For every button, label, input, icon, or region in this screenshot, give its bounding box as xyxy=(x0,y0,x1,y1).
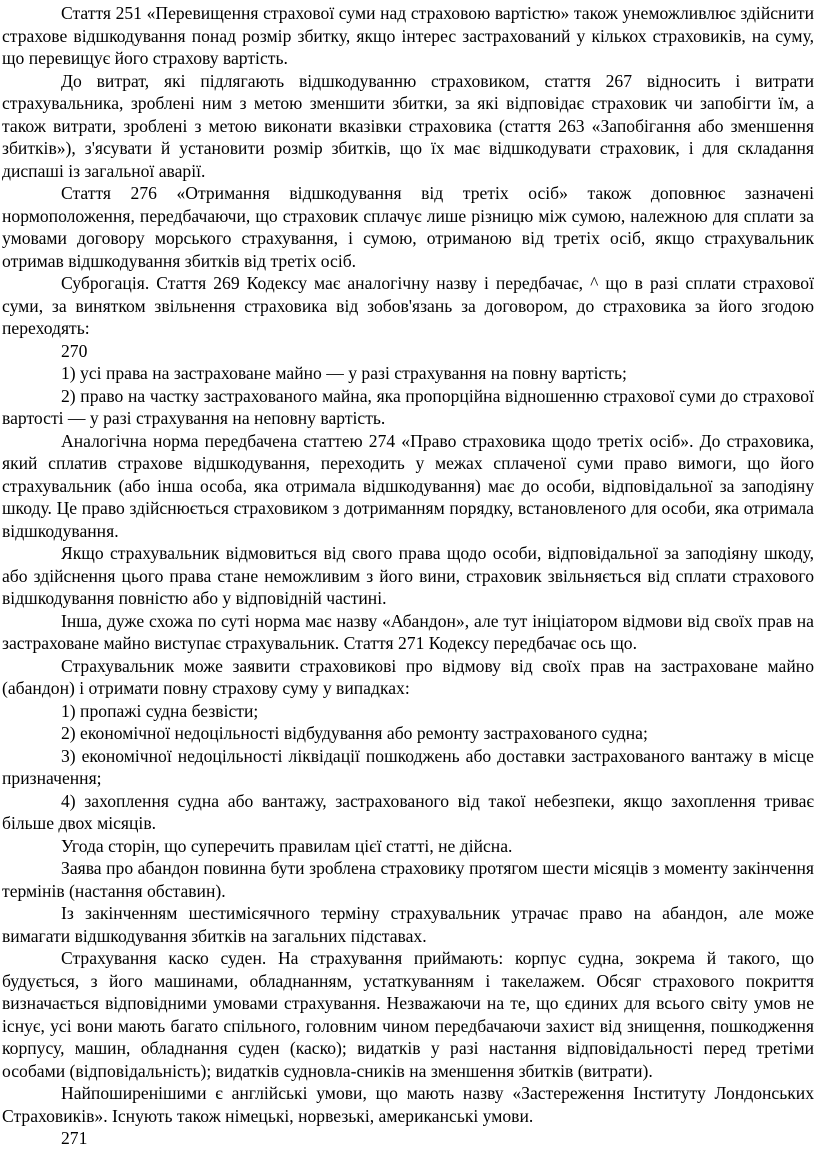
paragraph-article-274: Аналогічна норма передбачена статтею 274 «Право страховика щодо третіх осіб». До страховика, який сплатив страхове відшкодування, переходить у межах сплаченої суми право вимоги, що його страхувальник (або інша особа, яка отримала відшкодування) має до особи, відповідальної за заподіяну шкоду. Це право здійснюється страховиком з дотриманням порядку, встановленого для особи, яка отримала відшкодування. xyxy=(2,430,814,541)
paragraph-abandon-claim: Страхувальник може заявити страховикові про відмову від своїх прав на застраховане майно (абандон) і отримати повну страхову суму у випадках: xyxy=(2,655,814,698)
paragraph-article-251: Стаття 251 «Перевищення страхової суми над страховою вартістю» також унеможливлює здійснити страхове відшкодування понад розмір збитку, якщо інтерес застрахований у кількох страховиків, на суму, що перевищує його страхову вартість. xyxy=(2,3,814,68)
paragraph-english-clauses: Найпоширенішими є англійські умови, що мають назву «Застереження Інституту Лондонських Страховиків». Існують також німецькі, норвезькі, американські умови. xyxy=(2,1083,814,1126)
paragraph-article-267: До витрат, які підлягають відшкодуванню страховиком, стаття 267 відносить і витрати страхувальника, зроблені ним з метою зменшити збитки, за які відповідає страховик чи запобігти їм, а також витрати, зроблені з метою виконати вказівки страховика (стаття 263 «Запобігання або зменшення збитків»), з'ясувати й установити розмір збитків, що їх має відшкодувати страховик, і для складання диспаші із загальної аварії. xyxy=(2,70,814,181)
page-number: 271 xyxy=(61,1128,88,1148)
paragraph-hull-insurance: Страхування каско суден. На страхування приймають: корпус судна, зокрема й такого, що будується, з його машинами, обладнанням, устаткуванням і такелажем. Обсяг страхового покриття визначається відповідними умовами страхування. Незважаючи на те, що єдиних для всього світу умов не існує, усі вони мають багато спільного, головним чином передбачаючи захист від знищення, пошкодження корпусу, машин, обладнання суден (каско); видатків у разі настання відповідальності перед третіми особами (відповідальність); видатків судновла-сників на зменшення збитків (витрати). xyxy=(2,948,814,1081)
list-item-repair-infeasible: 2) економічної недоцільності відбудування або ремонту застрахованого судна; xyxy=(61,723,648,743)
paragraph-agreement-void: Угода сторін, що суперечить правилам цієї статті, не дійсна. xyxy=(61,835,513,856)
page-number: 270 xyxy=(61,340,88,361)
paragraph-article-276: Стаття 276 «Отримання відшкодування від третіх осіб» також доповнює зазначені нормоположення, передбачаючи, що страховик сплачує лише різницю між сумою, належною для сплати за умовами договору морського страхування, і сумою, отриманою від третіх осіб, якщо страхувальник отримав відшкодування збитків від третіх осіб. xyxy=(2,183,814,271)
list-item-capture: 4) захоплення судна або вантажу, застрахованого від такої небезпеки, якщо захоплення триває більше двох місяців. xyxy=(2,790,814,833)
list-item-cargo-infeasible: 3) економічної недоцільності ліквідації пошкоджень або доставки застрахованого вантажу в місце призначення; xyxy=(2,745,814,788)
paragraph-waiver: Якщо страхувальник відмовиться від свого права щодо особи, відповідальної за заподіяну шкоду, або здійснення цього права стане неможливим з його вини, страховик звільняється від сплати страхового відшкодування повністю або у відповідній частині. xyxy=(2,543,814,608)
paragraph-abandon-expiry: Із закінченням шестимісячного терміну страхувальник утрачає право на абандон, але може вимагати відшкодування збитків на загальних підставах. xyxy=(2,903,814,946)
paragraph-abandon-deadline: Заява про абандон повинна бути зроблена страховику протягом шести місяців з моменту закінчення термінів (настання обставин). xyxy=(2,858,814,901)
list-item-missing-ship: 1) пропажі судна безвісти; xyxy=(61,700,259,721)
list-item-full-value: 1) усі права на застраховане майно — у разі страхування на повну вартість; xyxy=(61,363,627,383)
list-item-partial-value: 2) право на частку застрахованого майна, яка пропорційна відношенню страхової суми до страхової вартості — у разі страхування на неповну вартість. xyxy=(2,385,814,428)
paragraph-abandon-intro: Інша, дуже схожа по суті норма має назву «Абандон», але тут ініціатором відмови від своїх прав на застраховане майно виступає страхувальник. Стаття 271 Кодексу передбачає ось що. xyxy=(2,610,814,653)
paragraph-subrogation: Суброгація. Стаття 269 Кодексу має аналогічну назву і передбачає, ^ що в разі сплати страхової суми, за винятком звільнення страховика від зобов'язань за договором, до страховика за його згодою переходять: xyxy=(2,273,814,338)
